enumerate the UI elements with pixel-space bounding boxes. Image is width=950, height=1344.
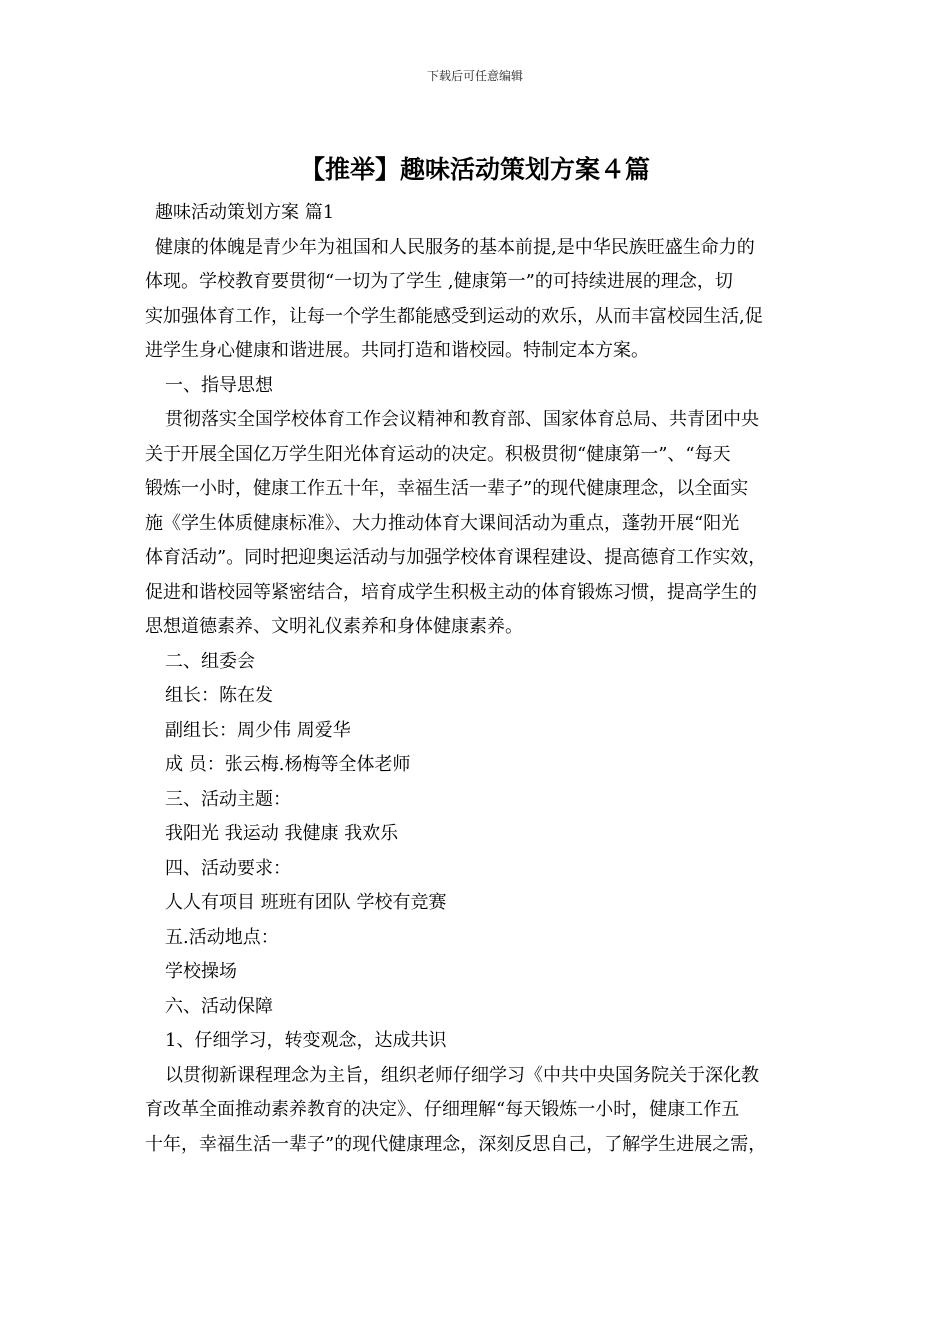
- study-line: 育改革全面推动素养教育的决定》、仔细理解“每天锻炼一小时，健康工作五: [145, 1099, 740, 1120]
- guide-line: 促进和谐校园等紧密结合，培育成学生积极主动的体育锻炼习惯，提高学生的: [145, 581, 757, 603]
- study-line: 以贯彻新课程理念为主旨，组织老师仔细学习《中共中央国务院关于深化教: [165, 1064, 759, 1086]
- committee-members: 成 员：张云梅.杨梅等全体老师: [165, 754, 411, 775]
- committee-deputy: 副组长：周少伟 周爱华: [165, 719, 351, 741]
- header-note: 下载后可任意编辑: [426, 69, 523, 83]
- heading-committee: 二、组委会: [165, 650, 255, 672]
- heading-theme: 三、活动主题：: [165, 788, 291, 810]
- heading-location: 五.活动地点：: [165, 926, 279, 948]
- intro-line: 体现。学校教育要贯彻“一切为了学生 ,健康第一”的可持续进展的理念，切: [145, 271, 733, 292]
- subheading-study: 1、仔细学习，转变观念，达成共识: [165, 1030, 447, 1051]
- document-body: [145, 196, 810, 1162]
- guide-line: 体育活动”。同时把迎奥运活动与加强学校体育课程建设、提高德育工作实效，: [145, 547, 767, 568]
- guide-line: 锻炼一小时，健康工作五十年，幸福生活一辈子”的现代健康理念，以全面实: [145, 478, 749, 499]
- committee-leader: 组长：陈在发: [165, 685, 273, 706]
- guide-line: 贯彻落实全国学校体育工作会议精神和教育部、国家体育总局、共青团中央: [165, 409, 759, 430]
- requirement-text: 人人有项目 班班有团队 学校有竞赛: [165, 892, 447, 913]
- theme-text: 我阳光 我运动 我健康 我欢乐: [165, 823, 399, 844]
- intro-line: 健康的体魄是青少年为祖国和人民服务的基本前提,是中华民族旺盛生命力的: [155, 236, 755, 258]
- guide-line: 施《学生体质健康标准》、大力推动体育大课间活动为重点，蓬勃开展“阳光: [145, 512, 740, 534]
- document-title: 【推举】趣味活动策划方案４篇: [299, 155, 650, 184]
- guide-line: 思想道德素养、文明礼仪素养和身体健康素养。: [145, 616, 523, 637]
- intro-line: 进学生身心健康和谐进展。共同打造和谐校园。特制定本方案。: [145, 340, 649, 361]
- guide-line: 关于开展全国亿万学生阳光体育运动的决定。积极贯彻“健康第一”、“每天: [145, 443, 731, 465]
- location-text: 学校操场: [165, 961, 237, 982]
- intro-line: 实加强体育工作，让每一个学生都能感受到运动的欢乐，从而丰富校园生活,促: [145, 305, 763, 327]
- heading-guarantee: 六、活动保障: [165, 995, 273, 1017]
- heading-guiding-ideology: 一、指导思想: [165, 374, 273, 396]
- study-line: 十年，幸福生活一辈子”的现代健康理念，深刻反思自己，了解学生进展之需，: [145, 1133, 767, 1155]
- heading-requirement: 四、活动要求：: [165, 857, 291, 879]
- section-title: 趣味活动策划方案 篇1: [155, 202, 335, 223]
